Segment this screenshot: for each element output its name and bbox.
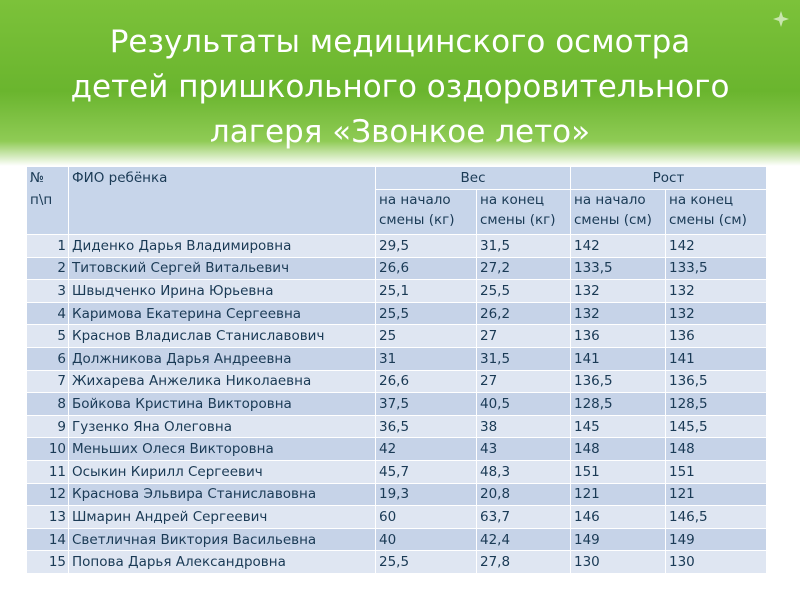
row-number: 6 xyxy=(27,347,69,370)
height-start: 149 xyxy=(571,528,666,551)
height-start: 130 xyxy=(571,551,666,574)
weight-start: 36,5 xyxy=(376,415,477,438)
height-end: 149 xyxy=(666,528,767,551)
weight-end: 27 xyxy=(477,370,571,393)
row-number: 14 xyxy=(27,528,69,551)
row-number: 15 xyxy=(27,551,69,574)
child-name: Гузенко Яна Олеговна xyxy=(69,415,376,438)
row-number: 2 xyxy=(27,257,69,280)
child-name: Должникова Дарья Андреевна xyxy=(69,347,376,370)
weight-end: 40,5 xyxy=(477,393,571,416)
row-number: 7 xyxy=(27,370,69,393)
height-start: 132 xyxy=(571,302,666,325)
weight-start: 25,5 xyxy=(376,551,477,574)
row-number: 9 xyxy=(27,415,69,438)
weight-start: 29,5 xyxy=(376,235,477,258)
row-number: 10 xyxy=(27,438,69,461)
height-end: 132 xyxy=(666,302,767,325)
row-number: 3 xyxy=(27,280,69,303)
weight-end: 27,2 xyxy=(477,257,571,280)
row-number: 4 xyxy=(27,302,69,325)
height-end: 136 xyxy=(666,325,767,348)
weight-end: 43 xyxy=(477,438,571,461)
child-name: Титовский Сергей Витальевич xyxy=(69,257,376,280)
weight-end: 38 xyxy=(477,415,571,438)
weight-start: 37,5 xyxy=(376,393,477,416)
child-name: Меньших Олеся Викторовна xyxy=(69,438,376,461)
child-name: Краснова Эльвира Станиславовна xyxy=(69,483,376,506)
height-start: 146 xyxy=(571,506,666,529)
row-number: 1 xyxy=(27,235,69,258)
weight-end: 48,3 xyxy=(477,460,571,483)
row-number: 5 xyxy=(27,325,69,348)
child-name: Каримова Екатерина Сергеевна xyxy=(69,302,376,325)
weight-start: 26,6 xyxy=(376,370,477,393)
height-start: 145 xyxy=(571,415,666,438)
weight-start: 45,7 xyxy=(376,460,477,483)
table-row xyxy=(27,415,767,438)
height-start: 128,5 xyxy=(571,393,666,416)
table-row xyxy=(27,370,767,393)
height-end: 146,5 xyxy=(666,506,767,529)
child-name: Шмарин Андрей Сергеевич xyxy=(69,506,376,529)
table-row xyxy=(27,528,767,551)
weight-end: 26,2 xyxy=(477,302,571,325)
weight-end: 27,8 xyxy=(477,551,571,574)
height-start: 151 xyxy=(571,460,666,483)
height-start: 142 xyxy=(571,235,666,258)
weight-end: 42,4 xyxy=(477,528,571,551)
header-weight-start: на начало смены (кг) xyxy=(376,190,477,235)
weight-start: 31 xyxy=(376,347,477,370)
weight-start: 25 xyxy=(376,325,477,348)
table-row xyxy=(27,257,767,280)
row-number: 13 xyxy=(27,506,69,529)
height-end: 145,5 xyxy=(666,415,767,438)
header-weight: Вес xyxy=(376,167,571,190)
header-name: ФИО ребёнка xyxy=(69,167,376,235)
table-row xyxy=(27,483,767,506)
height-start: 136 xyxy=(571,325,666,348)
height-start: 133,5 xyxy=(571,257,666,280)
height-end: 148 xyxy=(666,438,767,461)
weight-start: 25,5 xyxy=(376,302,477,325)
row-number: 12 xyxy=(27,483,69,506)
header-weight-end: на конец смены (кг) xyxy=(477,190,571,235)
child-name: Жихарева Анжелика Николаевна xyxy=(69,370,376,393)
table-row xyxy=(27,506,767,529)
height-end: 141 xyxy=(666,347,767,370)
table-row xyxy=(27,460,767,483)
header-height: Рост xyxy=(571,167,767,190)
weight-start: 19,3 xyxy=(376,483,477,506)
table-row xyxy=(27,438,767,461)
row-number: 11 xyxy=(27,460,69,483)
weight-start: 26,6 xyxy=(376,257,477,280)
weight-start: 25,1 xyxy=(376,280,477,303)
child-name: Швыдченко Ирина Юрьевна xyxy=(69,280,376,303)
table-row xyxy=(27,235,767,258)
header-height-end: на конец смены (см) xyxy=(666,190,767,235)
table-row xyxy=(27,302,767,325)
header-number: № п\п xyxy=(27,167,69,235)
height-end: 142 xyxy=(666,235,767,258)
title-line-1: Результаты медицинского осмотра xyxy=(109,24,691,60)
height-end: 151 xyxy=(666,460,767,483)
child-name: Попова Дарья Александровна xyxy=(69,551,376,574)
table-row xyxy=(27,347,767,370)
height-start: 148 xyxy=(571,438,666,461)
table-row xyxy=(27,280,767,303)
results-table xyxy=(26,166,767,574)
table-row xyxy=(27,325,767,348)
height-start: 141 xyxy=(571,347,666,370)
height-end: 130 xyxy=(666,551,767,574)
child-name: Светличная Виктория Васильевна xyxy=(69,528,376,551)
weight-end: 27 xyxy=(477,325,571,348)
weight-start: 42 xyxy=(376,438,477,461)
height-start: 121 xyxy=(571,483,666,506)
table-row xyxy=(27,393,767,416)
title-line-2: детей пришкольного оздоровительного xyxy=(70,69,730,105)
height-start: 132 xyxy=(571,280,666,303)
row-number: 8 xyxy=(27,393,69,416)
child-name: Краснов Владислав Станиславович xyxy=(69,325,376,348)
table-row xyxy=(27,551,767,574)
weight-start: 40 xyxy=(376,528,477,551)
weight-start: 60 xyxy=(376,506,477,529)
weight-end: 20,8 xyxy=(477,483,571,506)
height-end: 136,5 xyxy=(666,370,767,393)
header-height-start: на начало смены (см) xyxy=(571,190,666,235)
height-start: 136,5 xyxy=(571,370,666,393)
height-end: 133,5 xyxy=(666,257,767,280)
page-title xyxy=(20,20,780,155)
weight-end: 31,5 xyxy=(477,347,571,370)
child-name: Бойкова Кристина Викторовна xyxy=(69,393,376,416)
height-end: 121 xyxy=(666,483,767,506)
child-name: Осыкин Кирилл Сергеевич xyxy=(69,460,376,483)
child-name: Диденко Дарья Владимировна xyxy=(69,235,376,258)
weight-end: 63,7 xyxy=(477,506,571,529)
height-end: 132 xyxy=(666,280,767,303)
weight-end: 31,5 xyxy=(477,235,571,258)
title-line-3: лагеря «Звонкое лето» xyxy=(209,114,591,150)
height-end: 128,5 xyxy=(666,393,767,416)
weight-end: 25,5 xyxy=(477,280,571,303)
